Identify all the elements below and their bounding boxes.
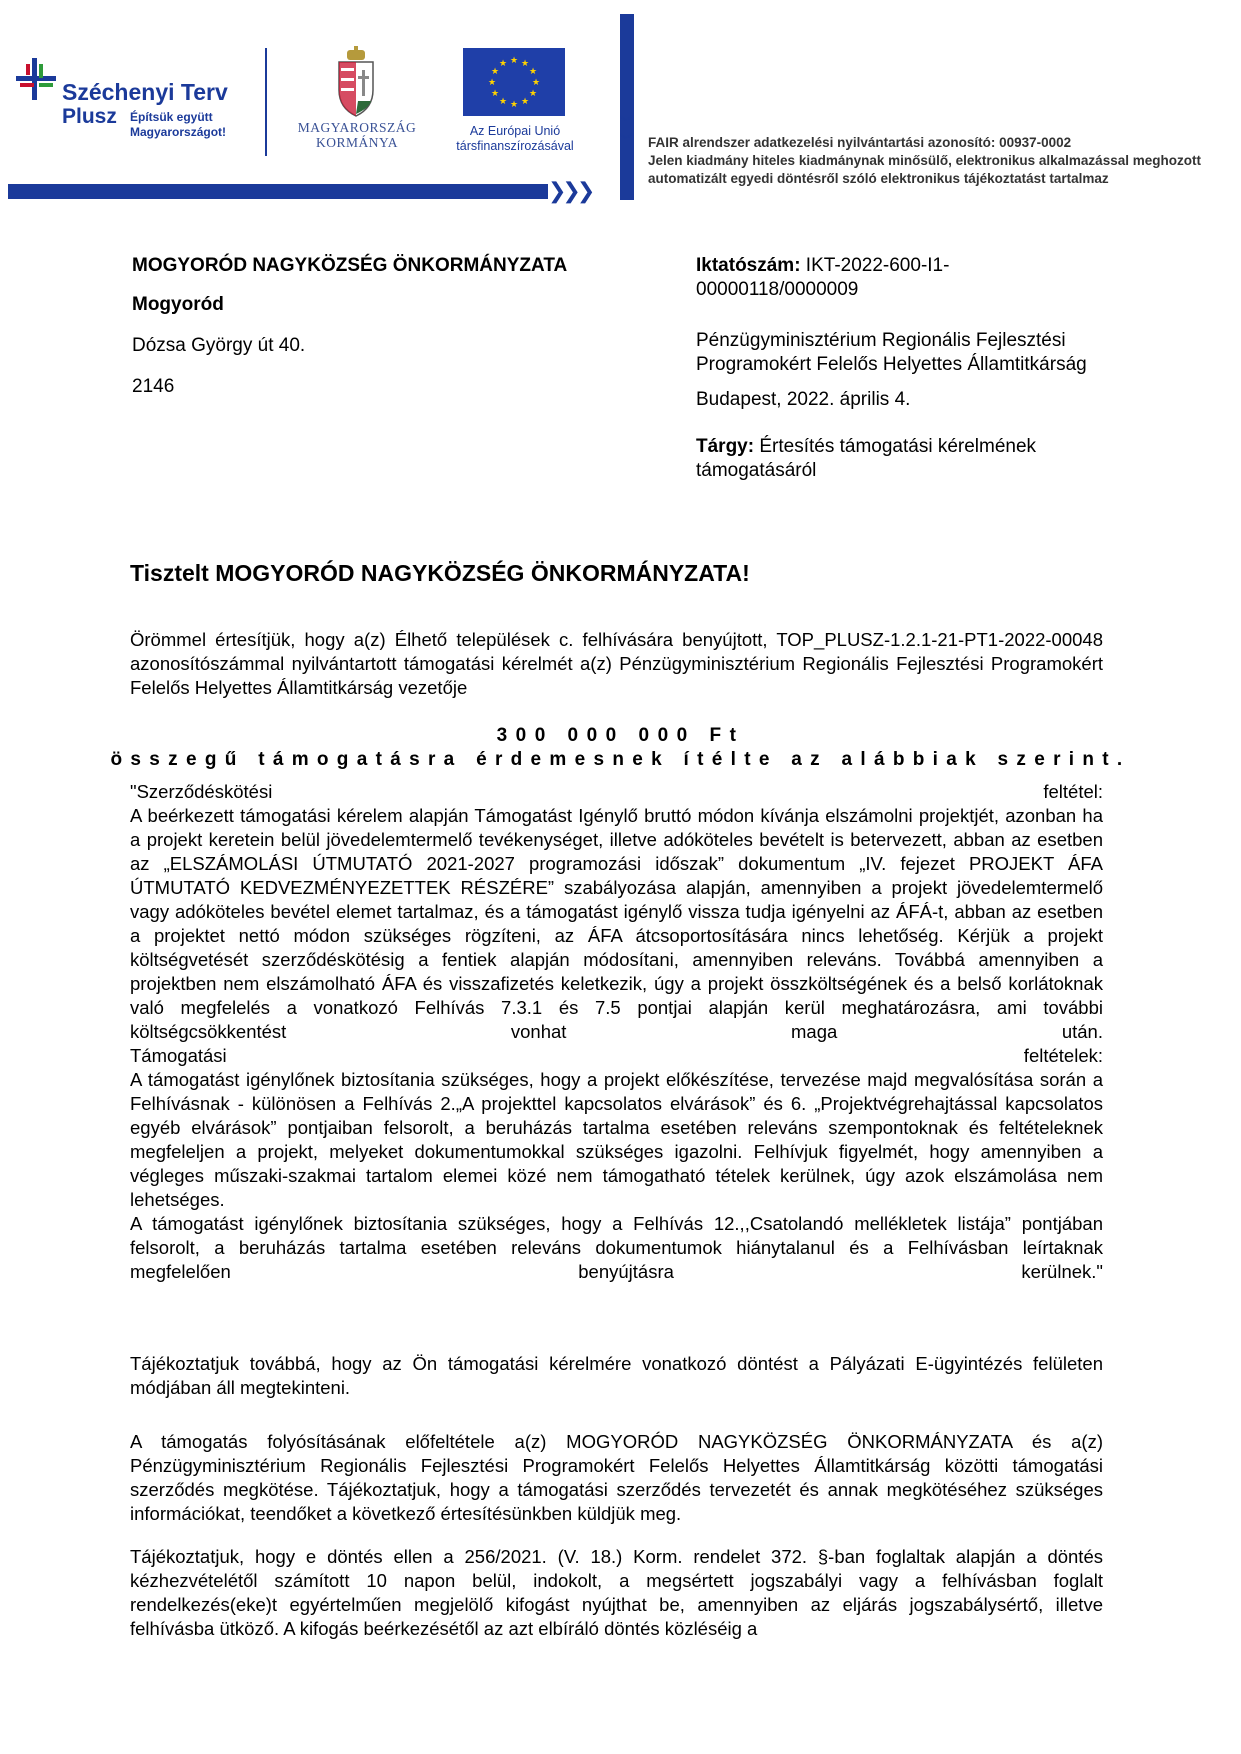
svg-text:★: ★: [521, 97, 530, 107]
fair-line-2: Jelen kiadmány hiteles kiadmánynak minősülő, elektronikus alkalmazással meghozott: [648, 153, 1201, 168]
condition-text-attachments: A támogatást igénylőnek biztosítania szükséges, hogy a Felhívás 12.,,Csatolandó mellékletek listája” pontjában felsorolt, a beruházás tartalma esetében releváns dokumentumok hiánytalanul és a Felhívásban leírtaknak megfelelően benyújtásra kerülnek.": [130, 1213, 1103, 1282]
coat-of-arms-icon: [333, 46, 379, 118]
reference-value-1: IKT-2022-600-I1-: [800, 255, 950, 276]
authority-line-1: Pénzügyminisztérium Regionális Fejlesztési: [696, 330, 1066, 351]
chevron-right-icon: ❯❯❯: [548, 178, 592, 203]
szechenyi-plusz: Plusz: [62, 105, 117, 128]
authority: [696, 329, 1136, 377]
salutation: Tisztelt MOGYORÓD NAGYKÖZSÉG ÖNKORMÁNYZATA!: [130, 560, 750, 586]
eu-label: [440, 124, 590, 154]
eu-flag-icon: [463, 48, 565, 116]
grant-amount-phrase: összegű támogatásra érdemesnek ítélte az alábbiak szerint.: [110, 749, 1131, 770]
fair-line-1: FAIR alrendszer adatkezelési nyilvántartási azonosító: 00937-0002: [648, 135, 1072, 150]
svg-text:★: ★: [510, 56, 519, 66]
eu-line-2: társfinanszírozásával: [456, 139, 574, 153]
condition-heading-contract: "Szerződéskötési feltétel:: [130, 781, 1103, 802]
svg-text:★: ★: [510, 100, 519, 110]
intro-paragraph: Örömmel értesítjük, hogy a(z) Élhető települések c. felhívására benyújtott, TOP_PLUSZ-1.2.1-21-PT1-2022-00048 azonosítószámmal nyilvántartott támogatási kérelmét a(z) Pénzügyminisztérium Regionális Fejlesztési Programokért Felelős Helyettes Államtitkárság vezetője: [130, 629, 1103, 698]
grant-amount: 300 000 000 Ft: [496, 725, 745, 746]
svg-text:★: ★: [491, 67, 500, 77]
condition-text-support: A támogatást igénylőnek biztosítania szükséges, hogy a projekt előkészítése, tervezése majd megvalósítása során a Felhívásnak - különösen a Felhívás 2.„A projekttel kapcsolatos elvárások” és 6. „Projektvégrehajtással kapcsolatos egyéb elvárások” pontjaiban felsorolt, a beruházás tartalma esetében releváns szempontoknak és feltételeknek megfeleljen a projekt, melyeket dokumentumokkal szükséges igazolni. Felhívjuk figyelmét, hogy amennyiben a végleges műszaki-szakmai tartalom elemei közé nem támogatható tételek kerülnek, úgy azok elszámolása nem lehetséges.: [130, 1069, 1103, 1210]
logo-divider: [265, 48, 267, 156]
svg-text:★: ★: [521, 59, 530, 69]
svg-text:★: ★: [488, 78, 497, 88]
conditions-block: [130, 780, 1103, 1284]
condition-heading-support: Támogatási feltételek:: [130, 1045, 1103, 1066]
header-banner: [0, 0, 1241, 210]
subject-value-1: Értesítés támogatási kérelmének: [754, 436, 1037, 457]
paragraph-precondition: A támogatás folyósításának előfeltétele a(z) MOGYORÓD NAGYKÖZSÉG ÖNKORMÁNYZATA és a(z) Pénzügyminisztérium Regionális Fejlesztési Programokért Felelős Helyettes Államtitkárság közötti támogatási szerződés megkötése. Tájékoztatjuk, hogy a támogatási szerződés tervezetét és annak megkötéséhez szükséges információkat, teendőket a következő értesítésünkben küldjük meg.: [130, 1431, 1103, 1524]
recipient-street: Dózsa György út 40.: [132, 335, 306, 356]
subject-label: Tárgy:: [696, 436, 755, 457]
fair-notice: [648, 134, 1201, 188]
authority-line-2: Programokért Felelős Helyettes Államtitkárság: [696, 354, 1087, 375]
slogan-line-2: Magyarországot!: [130, 125, 227, 139]
recipient-name: MOGYORÓD NAGYKÖZSÉG ÖNKORMÁNYZATA: [132, 255, 568, 276]
condition-text-contract: A beérkezett támogatási kérelem alapján Támogatást Igénylő bruttó módon kívánja elszámolni projektjét, azonban ha a projekt keretein belül jövedelemtermelő tevékenységet, illetve adóköteles bevételt is betervezett, abban az esetben az „ELSZÁMOLÁSI ÚTMUTATÓ 2021-2027 programozási időszak” dokumentum „IV. fejezet PROJEKT ÁFA ÚTMUTATÓ KEDVEZMÉNYEZETTEK RÉSZÉRE” szabályozása alapján, amennyiben a projekt jövedelemtermelő vagy adóköteles bevétel elemet tartalmaz, és a támogatást igénylő vissza tudja igényelni az ÁFÁ-t, abban az esetben a projektet nettó módon szükséges rögzíteni, az ÁFA átcsoportosítására nincs lehetőség. Kérjük a projekt költségvetését szerződéskötésig a fentiek alapján módosítani, amennyiben releváns. Továbbá amennyiben a projektben nem elszámolható ÁFA és visszafizetés keletkezik, úgy a projekt összköltségének és a belső korlátoknak való megfelelés a vonatkozó Felhívás 7.3.1 és 7.5 pontjai alapján kerül meghatározásra, ami további költségcsökkentést vonhat maga után.: [130, 805, 1103, 1042]
subject-value-2: támogatásáról: [696, 460, 817, 481]
reference-value-2: 00000118/0000009: [696, 279, 859, 300]
recipient-zip: 2146: [132, 376, 175, 397]
header-horizontal-bar: [8, 184, 548, 199]
reference-label: Iktatószám:: [696, 255, 801, 276]
reference-number: [696, 254, 1136, 302]
chevron-down-icon: ︾: [620, 133, 633, 147]
recipient-city: Mogyoród: [132, 294, 224, 315]
place-date: Budapest, 2022. április 4.: [696, 389, 911, 410]
government-label: [297, 120, 417, 150]
gov-line-2: KORMÁNYA: [315, 135, 398, 150]
svg-text:★: ★: [499, 97, 508, 107]
fair-line-3: automatizált egyedi döntésről szóló elektronikus tájékoztatást tartalmaz: [648, 171, 1109, 186]
header-vertical-bar: [620, 14, 634, 200]
szechenyi-slogan: [130, 110, 226, 140]
gov-line-1: MAGYARORSZÁG: [297, 120, 417, 135]
chevron-down-icon: ︾: [620, 115, 633, 129]
subject: [696, 435, 1136, 483]
svg-text:★: ★: [529, 89, 538, 99]
paragraph-objection: Tájékoztatjuk, hogy e döntés ellen a 256/2021. (V. 18.) Korm. rendelet 372. §-ban foglaltak alapján a döntés kézhezvételétől számított 10 napon belül, indokolt, a megsértett jogszabályi vagy a felhívásban foglalt rendelkezés(eke)t egyértelműen megjelölő kifogást nyújthat be, amennyiben az eljárás jogszabálysértő, illetve felhívásba ütköző. A kifogás beérkezésétől az azt elbíráló döntés közléséig a: [130, 1546, 1103, 1639]
svg-text:★: ★: [491, 89, 500, 99]
szechenyi-title: Széchenyi Terv: [62, 79, 228, 105]
svg-text:★: ★: [529, 67, 538, 77]
paragraph-e-ugyintezes: Tájékoztatjuk továbbá, hogy az Ön támogatási kérelmére vonatkozó döntést a Pályázati E-ügyintézés felületen módjában áll megtekinteni.: [130, 1353, 1103, 1398]
slogan-line-1: Építsük együtt: [130, 110, 213, 124]
eu-line-1: Az Európai Unió: [469, 124, 561, 138]
svg-text:★: ★: [499, 59, 508, 69]
szechenyi-cross-icon: [12, 56, 62, 108]
svg-text:★: ★: [532, 78, 541, 88]
